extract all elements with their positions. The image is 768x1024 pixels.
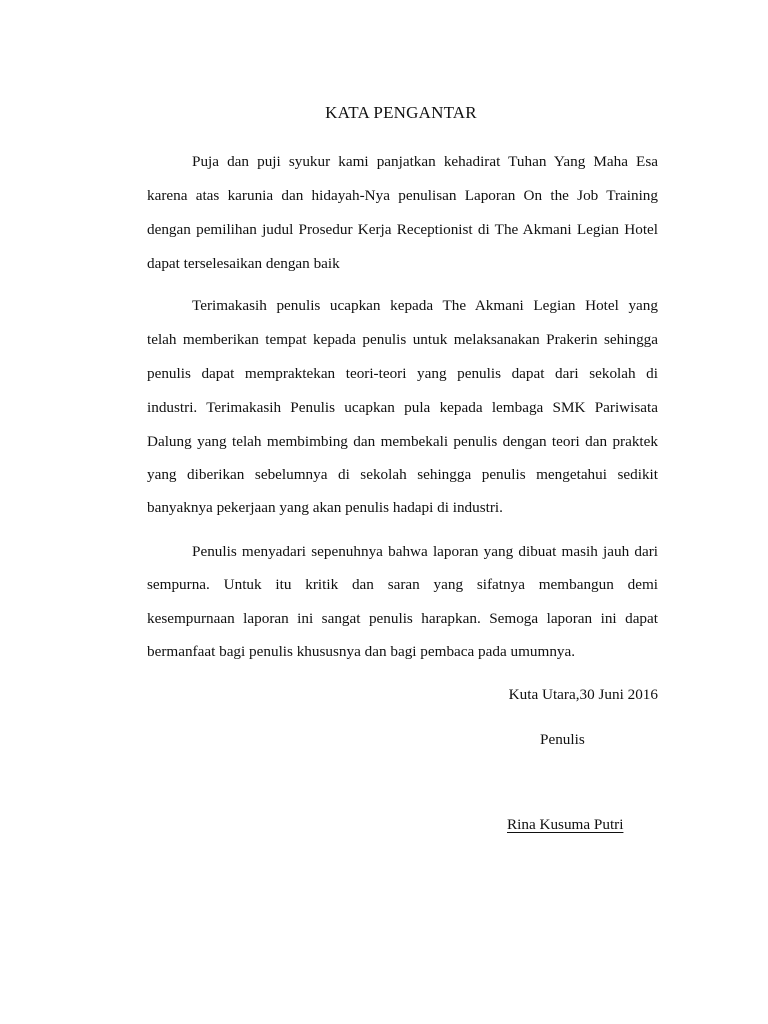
paragraph-2-line-1: Terimakasih penulis ucapkan kepada The Akmani Legian Hotel yang <box>192 297 658 314</box>
author-name: Rina Kusuma Putri <box>507 816 624 833</box>
paragraph-2-line-6: yang diberikan sebelumnya di sekolah sehingga penulis mengetahui sedikit <box>147 466 658 483</box>
paragraph-2-line-2: telah memberikan tempat kepada penulis untuk melaksanakan Prakerin sehingga <box>147 331 658 348</box>
paragraph-2-line-4: industri. Terimakasih Penulis ucapkan pula kepada lembaga SMK Pariwisata <box>147 399 658 416</box>
paragraph-2-line-3: penulis dapat mempraktekan teori-teori yang penulis dapat dari sekolah di <box>147 365 658 382</box>
paragraph-3-line-1: Penulis menyadari sepenuhnya bahwa laporan yang dibuat masih jauh dari <box>192 543 658 560</box>
page-title: KATA PENGANTAR <box>325 103 477 122</box>
place-date: Kuta Utara,30 Juni 2016 <box>508 686 658 703</box>
paragraph-2-line-7: banyaknya pekerjaan yang akan penulis hadapi di industri. <box>147 499 503 516</box>
author-role: Penulis <box>540 731 585 748</box>
paragraph-1-line-4: dapat terselesaikan dengan baik <box>147 255 340 272</box>
paragraph-3-line-2: sempurna. Untuk itu kritik dan saran yang sifatnya membangun demi <box>147 576 658 593</box>
paragraph-1-line-2: karena atas karunia dan hidayah-Nya penulisan Laporan On the Job Training <box>147 187 658 204</box>
paragraph-3-line-4: bermanfaat bagi penulis khususnya dan bagi pembaca pada umumnya. <box>147 643 576 660</box>
paragraph-1-line-3: dengan pemilihan judul Prosedur Kerja Receptionist di The Akmani Legian Hotel <box>147 221 658 238</box>
paragraph-1-line-1: Puja dan puji syukur kami panjatkan kehadirat Tuhan Yang Maha Esa <box>192 153 658 170</box>
paragraph-2-line-5: Dalung yang telah membimbing dan membekali penulis dengan teori dan praktek <box>147 433 658 450</box>
paragraph-3-line-3: kesempurnaan laporan ini sangat penulis harapkan. Semoga laporan ini dapat <box>147 610 658 627</box>
